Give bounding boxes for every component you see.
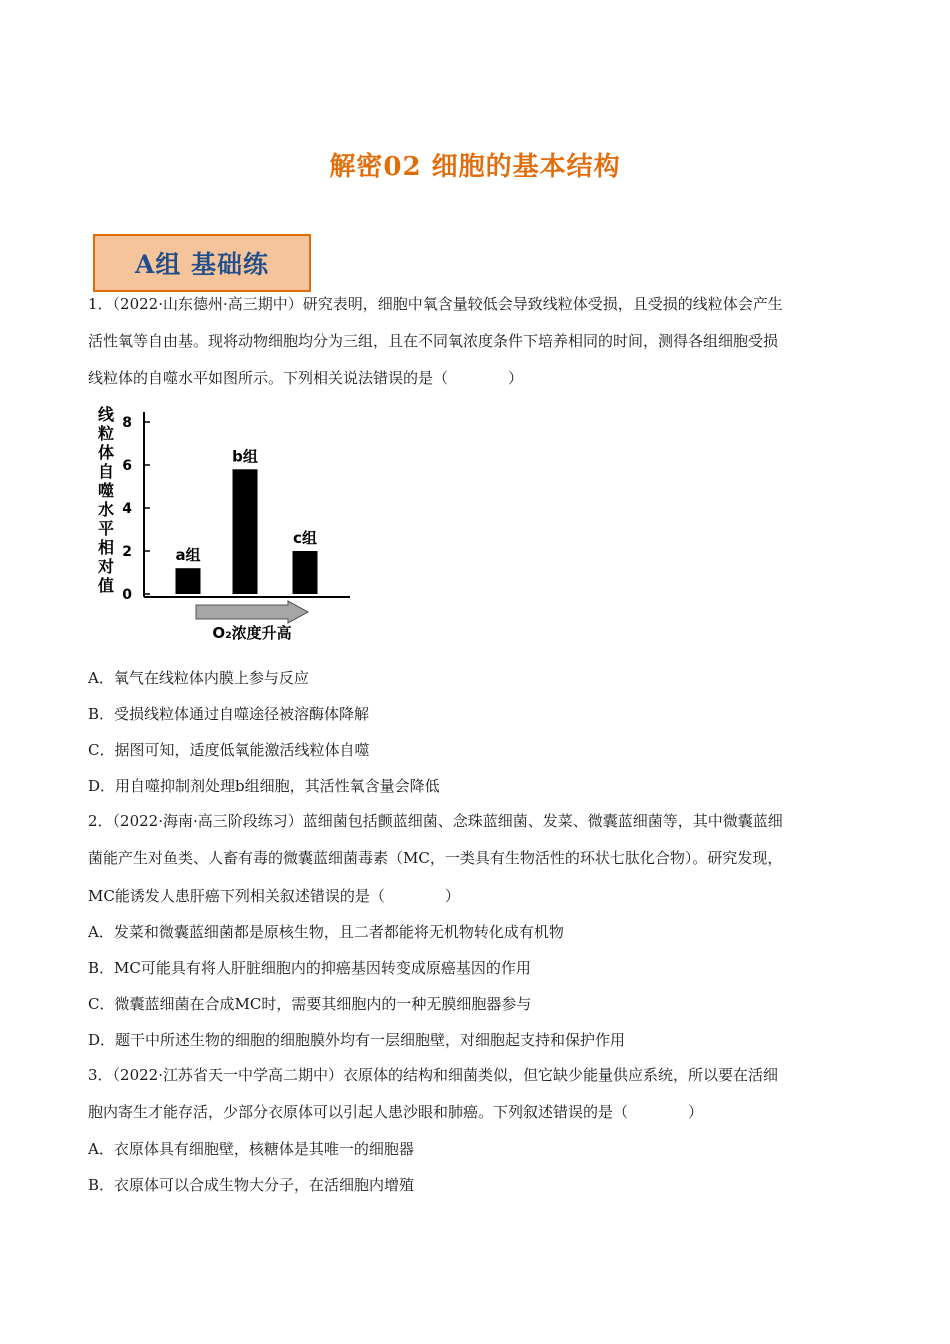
q3-option-a: A．衣原体具有细胞壁，核糖体是其唯一的细胞器 — [88, 1140, 414, 1158]
bar-b — [233, 469, 258, 594]
oxygen-increase-arrow — [196, 601, 308, 623]
q1-option-c: C．据图可知，适度低氧能激活线粒体自噬 — [88, 741, 370, 759]
y-axis-label: 线粒体自噬水平相对值 — [97, 405, 115, 595]
q3-text-line1: 3．（2022·江苏省天一中学高二期中）衣原体的结构和细菌类似，但它缺少能量供应系统，所以要在活细 — [88, 1066, 778, 1084]
bar-label-c: c组 — [293, 529, 317, 547]
q2-text-line2: 菌能产生对鱼类、人畜有毒的微囊蓝细菌毒素（MC，一类具有生物活性的环状七肽化合物）。研究发现， — [88, 849, 783, 867]
y-tick-label: 6 — [122, 458, 132, 474]
bar-a — [176, 568, 201, 594]
q1-text-line2: 活性氧等自由基。现将动物细胞均分为三组，且在不同氧浓度条件下培养相同的时间，测得各组细胞受损 — [88, 332, 779, 350]
bar-c — [293, 551, 318, 594]
autophagy-bar-chart — [92, 404, 362, 644]
q1-option-d: D．用自噬抑制剂处理b组细胞，其活性氧含量会降低 — [88, 777, 440, 795]
q1-text-line3: 线粒体的自噬水平如图所示。下列相关说法错误的是（ ） — [88, 369, 524, 387]
q2-text-line3: MC能诱发人患肝癌下列相关叙述错误的是（ ） — [88, 887, 460, 905]
q2-option-b: B．MC可能具有将人肝脏细胞内的抑癌基因转变成原癌基因的作用 — [88, 959, 531, 977]
q1-option-a: A．氧气在线粒体内膜上参与反应 — [88, 669, 309, 687]
q1-option-b: B．受损线粒体通过自噬途径被溶酶体降解 — [88, 705, 370, 723]
y-tick-label: 0 — [122, 587, 132, 603]
q2-option-c: C．微囊蓝细菌在合成MC时，需要其细胞内的一种无膜细胞器参与 — [88, 995, 532, 1013]
group-a-label: A组 基础练 — [134, 250, 270, 279]
q3-text-line2: 胞内寄生才能存活，少部分衣原体可以引起人患沙眼和肺癌。下列叙述错误的是（ ） — [88, 1103, 704, 1121]
y-tick-label: 4 — [122, 501, 132, 517]
q2-option-d: D．题干中所述生物的细胞的细胞膜外均有一层细胞壁，对细胞起支持和保护作用 — [88, 1031, 626, 1049]
y-tick-label: 8 — [122, 415, 132, 431]
bar-label-a: a组 — [175, 546, 201, 565]
x-axis-label: O₂浓度升高 — [212, 624, 292, 642]
y-tick-label: 2 — [122, 544, 132, 560]
bar-label-b: b组 — [232, 447, 258, 466]
group-a-banner — [93, 234, 311, 292]
q3-option-b: B．衣原体可以合成生物大分子，在活细胞内增殖 — [88, 1176, 415, 1194]
q2-text-line1: 2．（2022·海南·高三阶段练习）蓝细菌包括颤蓝细菌、念珠蓝细菌、发菜、微囊蓝细菌等，其中微囊蓝细 — [88, 812, 783, 830]
q2-option-a: A．发菜和微囊蓝细菌都是原核生物，且二者都能将无机物转化成有机物 — [88, 923, 564, 941]
page-title: 解密02 细胞的基本结构 — [329, 152, 621, 182]
q1-text-line1: 1．（2022·山东德州·高三期中）研究表明，细胞中氧含量较低会导致线粒体受损，且受损的线粒体会产生 — [88, 295, 783, 313]
